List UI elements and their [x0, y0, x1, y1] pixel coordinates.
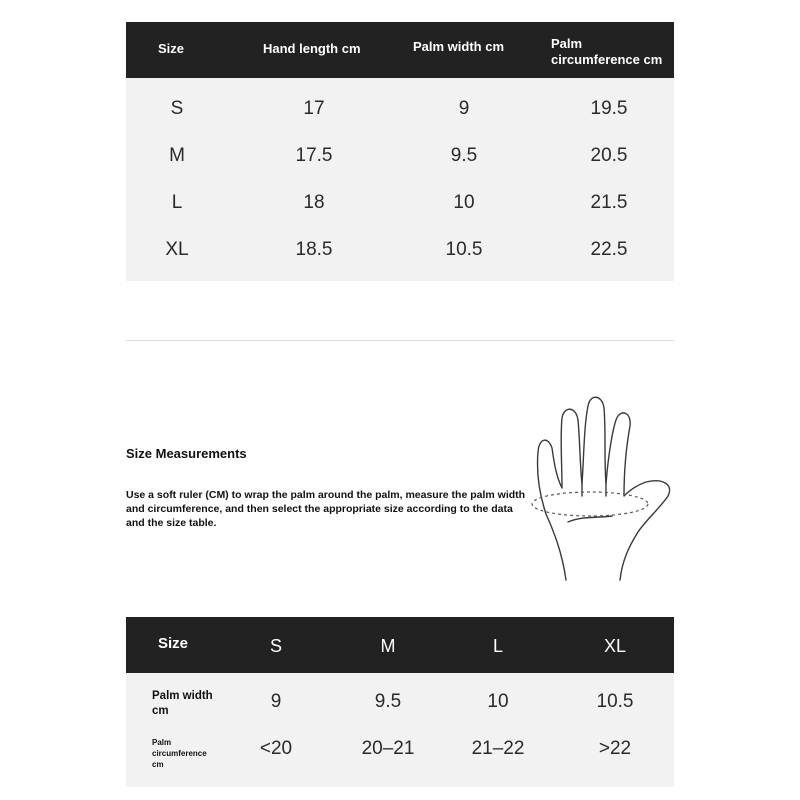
row-label-palm-width [152, 689, 213, 719]
header-size-xl: XL [603, 636, 627, 656]
header-palm-width: Palm width cm [413, 39, 505, 54]
cell-palm-circumference: 19.5 [590, 98, 628, 119]
measurements-title: Size Measurements [126, 446, 247, 461]
header-palm-circumference [551, 36, 662, 68]
header-size: Size [158, 635, 189, 652]
cell-palm-width: 9 [270, 691, 282, 712]
cell-palm-circumference: >22 [598, 738, 632, 759]
header-size: Size [158, 41, 185, 56]
cell-palm-width: 10.5 [445, 239, 483, 260]
palm-size-table [126, 617, 674, 787]
cell-size: XL [165, 239, 189, 260]
hand-measure-icon [528, 392, 678, 582]
cell-size: L [171, 192, 183, 213]
cell-palm-circumference: <20 [259, 738, 293, 759]
cell-size: M [169, 145, 185, 166]
palm-table-header [126, 617, 674, 673]
header-size-s: S [269, 636, 283, 656]
header-palm-circ-line1: Palm [551, 36, 583, 51]
cell-palm-circumference: 20.5 [590, 145, 628, 166]
palm-circ-label-line2: circumference [152, 749, 207, 758]
cell-palm-width: 9.5 [450, 145, 478, 166]
cell-palm-circumference: 22.5 [590, 239, 628, 260]
cell-palm-width: 9.5 [374, 691, 402, 712]
cell-palm-circumference: 21.5 [590, 192, 628, 213]
cell-palm-circumference: 20–21 [361, 738, 415, 759]
palm-width-label-line1: Palm width [152, 690, 213, 702]
cell-hand-length: 18.5 [295, 239, 333, 260]
row-label-palm-circumference [152, 737, 207, 770]
cell-palm-width: 9 [458, 98, 470, 119]
header-palm-circ-line2: circumference cm [551, 52, 663, 67]
cell-hand-length: 18 [303, 192, 325, 213]
cell-size: S [170, 98, 184, 119]
size-chart-table [126, 22, 674, 281]
size-chart-header [126, 22, 674, 78]
measurements-instructions: Use a soft ruler (CM) to wrap the palm around the palm, measure the palm width and circumference, and then select the appropriate size according to the data and the size table. [126, 489, 526, 529]
header-size-m: M [380, 636, 396, 656]
section-divider [126, 340, 674, 341]
cell-hand-length: 17.5 [295, 145, 333, 166]
palm-circ-label-line3: cm [152, 760, 164, 769]
cell-hand-length: 17 [303, 98, 325, 119]
cell-palm-circumference: 21–22 [471, 738, 525, 759]
palm-width-label-line2: cm [152, 705, 169, 717]
cell-palm-width: 10 [487, 691, 509, 712]
palm-circ-label-line1: Palm [152, 738, 172, 747]
header-size-l: L [492, 636, 504, 656]
cell-palm-width: 10 [453, 192, 475, 213]
cell-palm-width: 10.5 [596, 691, 634, 712]
header-hand-length: Hand length cm [263, 41, 361, 56]
